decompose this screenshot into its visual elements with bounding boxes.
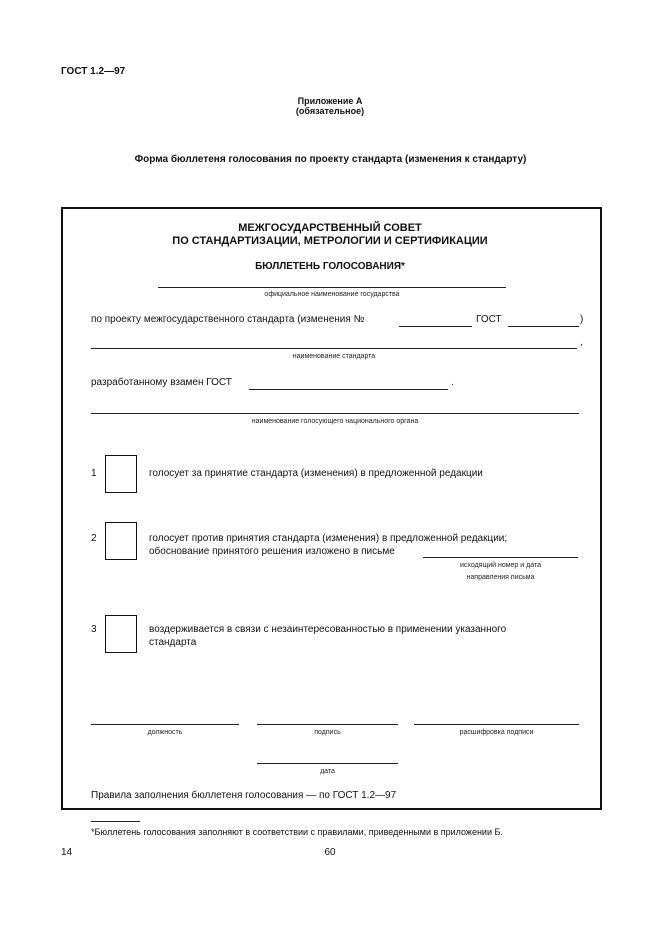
position-caption: должность xyxy=(147,729,183,736)
replaced-gost-label: разработанному взамен ГОСТ xyxy=(91,377,232,388)
letter-caption-line2: направления письма xyxy=(466,574,535,581)
position-line[interactable] xyxy=(91,724,239,725)
footnote-separator xyxy=(91,821,140,822)
replaced-gost-period: . xyxy=(451,377,454,388)
option-2-checkbox[interactable] xyxy=(105,522,137,560)
option-1-checkbox[interactable] xyxy=(105,455,137,493)
appendix-title: Приложение А xyxy=(297,96,363,106)
document-code: ГОСТ 1.2—97 xyxy=(61,66,126,77)
option-2-text-line2: обоснование принятого решения изложено в письме xyxy=(149,546,395,557)
gost-label: ГОСТ xyxy=(476,314,502,325)
standard-name-line[interactable] xyxy=(91,348,577,349)
signature-caption: подпись xyxy=(314,729,341,736)
replaced-gost-line[interactable] xyxy=(249,389,448,390)
signature-decoding-line[interactable] xyxy=(414,724,579,725)
state-name-caption: официальное наименование государства xyxy=(264,291,400,298)
option-1-number: 1 xyxy=(91,468,97,479)
close-paren: ) xyxy=(580,314,584,325)
option-2-number: 2 xyxy=(91,533,97,544)
appendix-type: (обязательное) xyxy=(295,106,365,116)
gost-number-line[interactable] xyxy=(508,326,579,327)
standard-name-comma: , xyxy=(580,337,583,348)
page-number-center: 60 xyxy=(324,847,336,858)
voting-body-caption: наименование голосующего национального органа xyxy=(251,418,419,425)
option-3-number: 3 xyxy=(91,624,97,635)
date-caption: дата xyxy=(320,768,335,775)
page-number-left: 14 xyxy=(61,847,73,858)
filling-rules-text: Правила заполнения бюллетеня голосования — по ГОСТ 1.2—97 xyxy=(91,790,397,801)
council-name-line1: МЕЖГОСУДАРСТВЕННЫЙ СОВЕТ xyxy=(238,222,422,234)
date-line[interactable] xyxy=(257,763,398,764)
letter-caption-line1: исходящий номер и дата xyxy=(460,562,541,569)
signature-decoding-caption: расшифровка подписи xyxy=(459,729,534,736)
project-label: по проекту межгосударственного стандарта (изменения № xyxy=(91,314,365,325)
option-2-text: голосует против принятия стандарта (изменения) в предложенной редакции; xyxy=(149,533,508,544)
council-name-line2: ПО СТАНДАРТИЗАЦИИ, МЕТРОЛОГИИ И СЕРТИФИКАЦИИ xyxy=(172,235,488,247)
letter-number-line[interactable] xyxy=(423,557,578,558)
signature-line[interactable] xyxy=(257,724,398,725)
ballot-title: БЮЛЛЕТЕНЬ ГОЛОСОВАНИЯ* xyxy=(255,261,405,272)
footnote-text: *Бюллетень голосования заполняют в соответствии с правилами, приведенными в приложении Б. xyxy=(91,827,503,837)
standard-name-caption: наименование стандарта xyxy=(292,353,376,360)
change-number-line[interactable] xyxy=(399,326,472,327)
option-3-text-line2: стандарта xyxy=(149,637,197,648)
option-3-text: воздерживается в связи с незаинтересованностью в применении указанного xyxy=(149,624,507,635)
option-1-text: голосует за принятие стандарта (изменения) в предложенной редакции xyxy=(149,468,483,479)
form-title: Форма бюллетеня голосования по проекту стандарта (изменения к стандарту) xyxy=(134,154,527,165)
option-3-checkbox[interactable] xyxy=(105,615,137,653)
state-name-line[interactable] xyxy=(158,287,506,288)
voting-body-line[interactable] xyxy=(91,413,579,414)
